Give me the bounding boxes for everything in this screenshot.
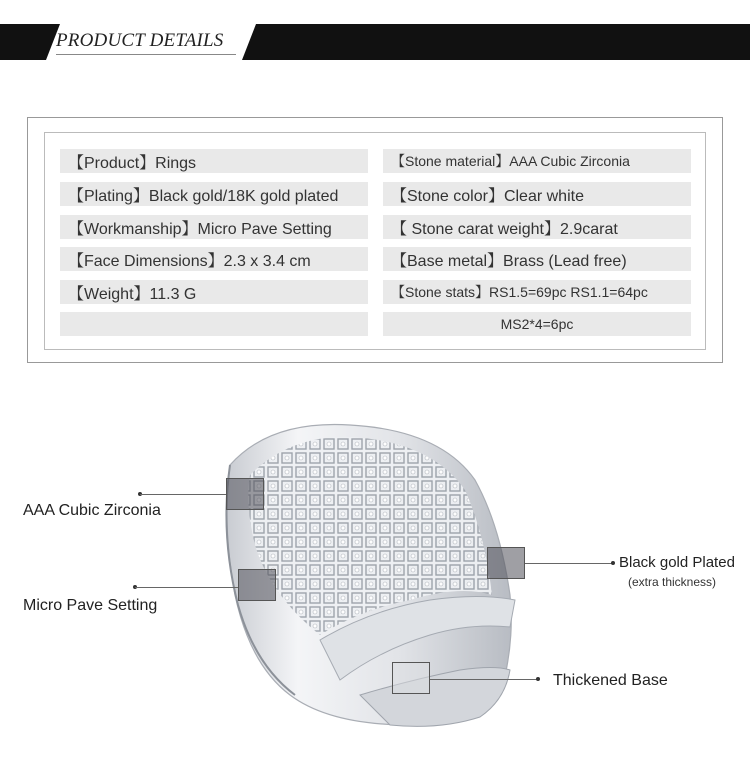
spec-plating: 【Plating】Black gold/18K gold plated xyxy=(60,182,368,206)
spec-stone-stats-continued: MS2*4=6pc xyxy=(383,312,691,336)
callout-plated-sublabel: (extra thickness) xyxy=(628,575,717,589)
callout-pave-label: Micro Pave Setting xyxy=(23,597,158,614)
callout-cz-label: AAA Cubic Zirconia xyxy=(23,502,161,519)
callout-plated-label: Black gold Plated xyxy=(619,554,735,571)
spec-stone-stats: 【Stone stats】RS1.5=69pc RS1.1=64pc xyxy=(383,280,691,304)
callout-line-base xyxy=(430,679,538,680)
spec-empty-row xyxy=(60,312,368,336)
zoom-marker-plating xyxy=(487,547,525,579)
callout-dot-plated xyxy=(611,561,615,565)
callout-line-cz xyxy=(140,494,226,495)
spec-base-metal: 【Base metal】Brass (Lead free) xyxy=(383,247,691,271)
spec-stone-material: 【Stone material】AAA Cubic Zirconia xyxy=(383,149,691,173)
section-banner xyxy=(0,24,750,60)
spec-face-dimensions: 【Face Dimensions】2.3 x 3.4 cm xyxy=(60,247,368,271)
title-underline xyxy=(56,54,236,55)
spec-workmanship: 【Workmanship】Micro Pave Setting xyxy=(60,215,368,239)
zoom-marker-pave xyxy=(238,569,276,601)
callout-base-label: Thickened Base xyxy=(553,672,668,689)
zoom-marker-base xyxy=(392,662,430,694)
callout-line-pave xyxy=(135,587,238,588)
spec-stone-carat: 【 Stone carat weight】2.9carat xyxy=(383,215,691,239)
zoom-marker-stone xyxy=(226,478,264,510)
spec-stone-color: 【Stone color】Clear white xyxy=(383,182,691,206)
callout-line-plated xyxy=(525,563,613,564)
callout-dot-base xyxy=(536,677,540,681)
section-title: PRODUCT DETAILS xyxy=(56,30,224,51)
spec-weight: 【Weight】11.3 G xyxy=(60,280,368,304)
spec-product: 【Product】Rings xyxy=(60,149,368,173)
